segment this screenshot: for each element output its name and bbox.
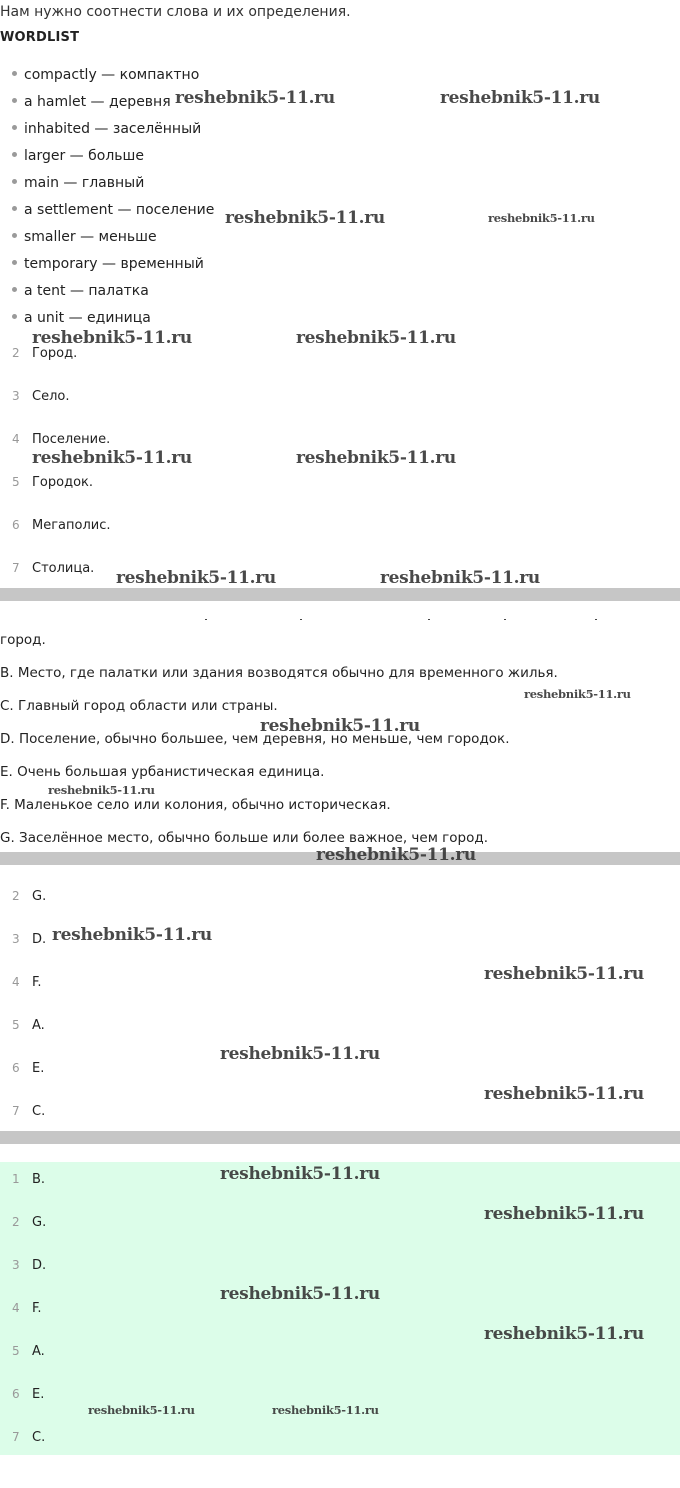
- item-number: 4: [12, 432, 20, 446]
- cropped-text-fragment: [504, 619, 506, 620]
- bullet-icon: [12, 71, 17, 76]
- item-number: 7: [12, 561, 20, 575]
- watermark: reshebnik5-11.ru: [88, 1403, 195, 1417]
- bullet-icon: [12, 233, 17, 238]
- wordlist-item: [12, 175, 144, 191]
- watermark: reshebnik5-11.ru: [524, 687, 631, 701]
- answer-row: [12, 1172, 45, 1187]
- item-text: D.: [32, 1258, 47, 1273]
- list-item: [12, 346, 77, 361]
- wordlist-item: [12, 94, 171, 110]
- bullet-icon: [12, 125, 17, 130]
- item-number: 4: [12, 975, 20, 989]
- list-item: [12, 561, 94, 576]
- wordlist-item: [12, 256, 204, 272]
- definition: C. Главный город области или страны.: [0, 698, 278, 714]
- watermark: reshebnik5-11.ru: [488, 211, 595, 225]
- item-text: E.: [32, 1061, 45, 1076]
- item-number: 1: [12, 1172, 20, 1186]
- wordlist-item-text: inhabited — заселённый: [24, 121, 202, 137]
- item-text: Городок.: [32, 475, 94, 490]
- wordlist-item-text: a hamlet — деревня: [24, 94, 171, 110]
- watermark: reshebnik5-11.ru: [484, 1084, 644, 1104]
- watermark: reshebnik5-11.ru: [296, 328, 456, 348]
- cropped-text-fragment: [300, 619, 302, 620]
- wordlist-item-text: main — главный: [24, 175, 145, 191]
- item-number: 5: [12, 1018, 20, 1032]
- wordlist-item: [12, 148, 144, 164]
- answer-row: [12, 1104, 45, 1119]
- watermark: reshebnik5-11.ru: [220, 1164, 380, 1184]
- watermark: reshebnik5-11.ru: [484, 964, 644, 984]
- item-text: Мегаполис.: [32, 518, 111, 533]
- wordlist-item-text: smaller — меньше: [24, 229, 157, 245]
- item-number: 3: [12, 389, 20, 403]
- wordlist-item-text: a unit — единица: [24, 310, 151, 326]
- bullet-icon: [12, 206, 17, 211]
- wordlist-item: [12, 202, 214, 218]
- item-text: A.: [32, 1018, 45, 1033]
- answer-row: [12, 1301, 42, 1316]
- item-number: 6: [12, 1061, 20, 1075]
- item-number: 5: [12, 475, 20, 489]
- watermark: reshebnik5-11.ru: [175, 88, 335, 108]
- item-number: 2: [12, 1215, 20, 1229]
- item-text: Поселение.: [32, 432, 111, 447]
- bullet-icon: [12, 287, 17, 292]
- answer-row: [12, 1387, 44, 1402]
- watermark: reshebnik5-11.ru: [32, 448, 192, 468]
- bullet-icon: [12, 179, 17, 184]
- item-text: B.: [32, 1172, 46, 1187]
- answer-row: [12, 1344, 45, 1359]
- watermark: reshebnik5-11.ru: [484, 1324, 644, 1344]
- item-text: F.: [32, 975, 42, 990]
- wordlist-item-text: temporary — временный: [24, 256, 204, 272]
- wordlist-item-text: a settlement — поселение: [24, 202, 215, 218]
- list-item: [12, 518, 111, 533]
- wordlist-item: [12, 283, 149, 299]
- cropped-text-fragment: [205, 619, 207, 620]
- item-number: 2: [12, 889, 20, 903]
- bullet-icon: [12, 260, 17, 265]
- watermark: reshebnik5-11.ru: [52, 925, 212, 945]
- definition: F. Маленькое село или колония, обычно историческая.: [0, 797, 391, 813]
- item-text: E.: [32, 1387, 45, 1402]
- intro-text: Нам нужно соотнести слова и их определения.: [0, 4, 351, 20]
- cropped-text-fragment: [595, 619, 597, 620]
- section-separator: [0, 588, 680, 601]
- wordlist-item: [12, 67, 199, 83]
- wordlist-heading: WORDLIST: [0, 30, 80, 45]
- watermark: reshebnik5-11.ru: [272, 1403, 379, 1417]
- section-separator: [0, 1131, 680, 1144]
- watermark: reshebnik5-11.ru: [316, 845, 476, 865]
- watermark: reshebnik5-11.ru: [484, 1204, 644, 1224]
- watermark: reshebnik5-11.ru: [225, 208, 385, 228]
- watermark: reshebnik5-11.ru: [260, 716, 420, 736]
- bullet-icon: [12, 314, 17, 319]
- item-number: 7: [12, 1430, 20, 1444]
- watermark: reshebnik5-11.ru: [296, 448, 456, 468]
- watermark: reshebnik5-11.ru: [116, 568, 276, 588]
- definition: город.: [0, 632, 46, 648]
- answer-row: [12, 889, 46, 904]
- answer-row: [12, 1061, 44, 1076]
- list-item: [12, 475, 93, 490]
- item-text: Город.: [32, 346, 78, 361]
- watermark: reshebnik5-11.ru: [220, 1044, 380, 1064]
- item-number: 6: [12, 1387, 20, 1401]
- bullet-icon: [12, 152, 17, 157]
- item-number: 3: [12, 1258, 20, 1272]
- item-number: 7: [12, 1104, 20, 1118]
- item-text: G.: [32, 1215, 47, 1230]
- watermark: reshebnik5-11.ru: [48, 783, 155, 797]
- wordlist-item: [12, 310, 151, 326]
- item-number: 3: [12, 932, 20, 946]
- cropped-text-fragment: [428, 619, 430, 620]
- item-number: 5: [12, 1344, 20, 1358]
- definition: E. Очень большая урбанистическая единица.: [0, 764, 325, 780]
- wordlist-item-text: a tent — палатка: [24, 283, 149, 299]
- item-text: C.: [32, 1430, 46, 1445]
- wordlist-item-text: larger — больше: [24, 148, 144, 164]
- watermark: reshebnik5-11.ru: [32, 328, 192, 348]
- item-text: C.: [32, 1104, 46, 1119]
- answer-row: [12, 975, 42, 990]
- answer-row: [12, 1018, 45, 1033]
- item-text: Село.: [32, 389, 70, 404]
- watermark: reshebnik5-11.ru: [440, 88, 600, 108]
- item-number: 4: [12, 1301, 20, 1315]
- watermark: reshebnik5-11.ru: [220, 1284, 380, 1304]
- item-number: 6: [12, 518, 20, 532]
- item-text: A.: [32, 1344, 45, 1359]
- answer-row: [12, 1258, 46, 1273]
- item-text: F.: [32, 1301, 42, 1316]
- list-item: [12, 432, 110, 447]
- item-number: 2: [12, 346, 20, 360]
- wordlist-item: [12, 229, 157, 245]
- definition: B. Место, где палатки или здания возводятся обычно для временного жилья.: [0, 665, 558, 681]
- list-item: [12, 389, 69, 404]
- definition: G. Заселённое место, обычно больше или более важное, чем город.: [0, 830, 488, 846]
- answer-row: [12, 932, 46, 947]
- wordlist-item: [12, 121, 201, 137]
- answer-row: [12, 1430, 45, 1445]
- item-text: G.: [32, 889, 47, 904]
- item-text: Столица.: [32, 561, 95, 576]
- wordlist-item-text: compactly — компактно: [24, 67, 200, 83]
- item-text: D.: [32, 932, 47, 947]
- answer-row: [12, 1215, 46, 1230]
- watermark: reshebnik5-11.ru: [380, 568, 540, 588]
- definition: D. Поселение, обычно большее, чем деревня, но меньше, чем городок.: [0, 731, 510, 747]
- bullet-icon: [12, 98, 17, 103]
